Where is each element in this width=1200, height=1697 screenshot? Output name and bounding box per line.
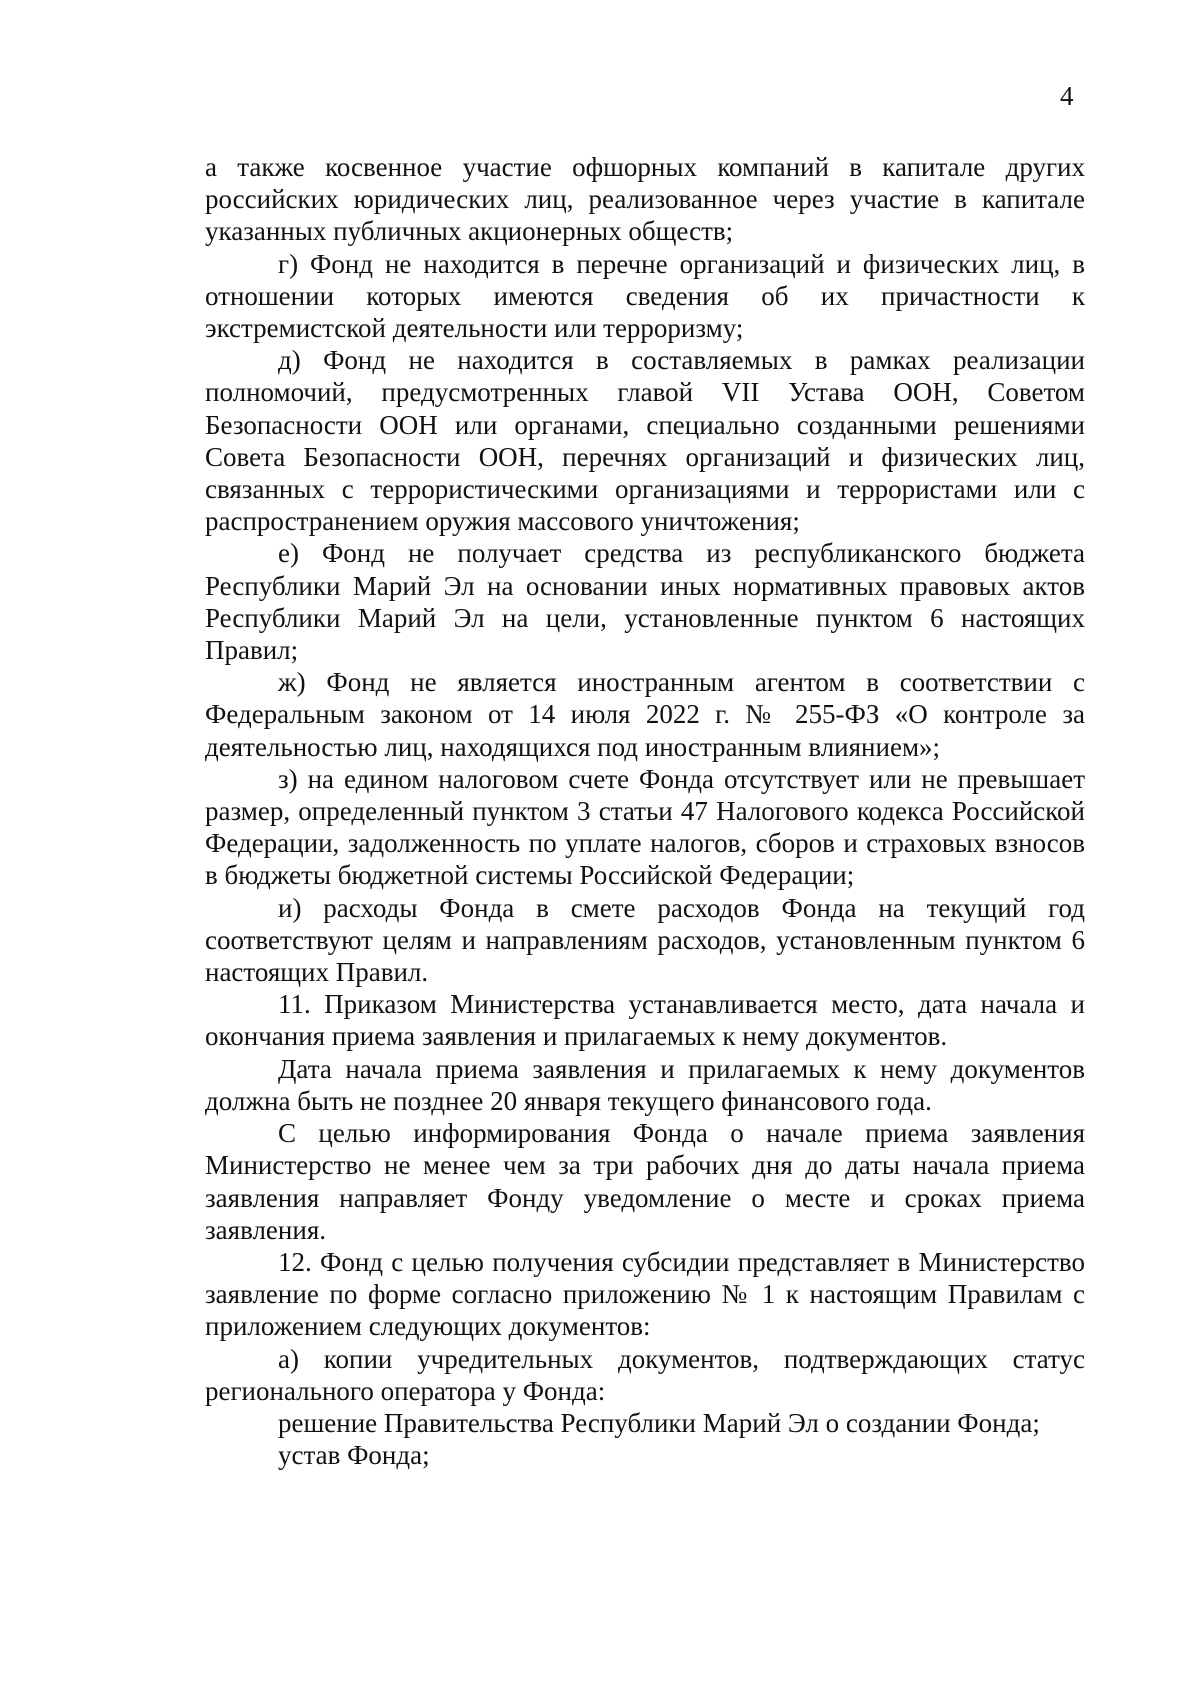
paragraph-government-decision: решение Правительства Республики Марий Эл о создании Фонда; bbox=[278, 1407, 1040, 1438]
paragraph-notification: С целью информирования Фонда о начале приема заявления Министерство не менее чем за три рабочих дня до даты начала приема заявления направляет Фонду уведомление о месте и сроках приема заявления. bbox=[205, 1118, 1085, 1245]
paragraph-item-d: д) Фонд не находится в составляемых в рамках реализации полномочий, предусмотренных главой VII Устава ООН, Советом Безопасности ООН или органами, специально созданными решениями Совета Безопасности ООН, перечнях организаций и физических лиц, связанных с террористическими организациями и террористами или с распространением оружия массового уничтожения; bbox=[205, 345, 1085, 537]
paragraph-start-date: Дата начала приема заявления и прилагаемых к нему документов должна быть не позднее 20 января текущего финансового года. bbox=[205, 1053, 1085, 1116]
paragraph-continuation: а также косвенное участие офшорных компаний в капитале других российских юридических лиц, реализованное через участие в капитале указанных публичных акционерных обществ; bbox=[205, 152, 1085, 247]
paragraph-item-g: г) Фонд не находится в перечне организаций и физических лиц, в отношении которых имеются сведения об их причастности к экстремистской деятельности или терроризму; bbox=[205, 248, 1085, 344]
paragraph-charter: устав Фонда; bbox=[278, 1440, 430, 1471]
paragraph-item-i: и) расходы Фонда в смете расходов Фонда на текущий год соответствуют целям и направлениям расходов, установленным пунктом 6 настоящих Правил. bbox=[205, 892, 1085, 988]
paragraph-item-zh: ж) Фонд не является иностранным агентом в соответствии с Федеральным законом от 14 июля 2022 г. № 255-ФЗ «О контроле за деятельностью лиц, находящихся под иностранным влиянием»; bbox=[205, 667, 1085, 762]
paragraph-clause-12: 12. Фонд с целью получения субсидии представляет в Министерство заявление по форме согласно приложению № 1 к настоящим Правилам с приложением следующих документов: bbox=[205, 1246, 1085, 1342]
paragraph-item-z: з) на едином налоговом счете Фонда отсутствует или не превышает размер, определенный пунктом 3 статьи 47 Налогового кодекса Российской Федерации, задолженность по уплате налогов, сборов и страховых взносов в бюджеты бюджетной системы Российской Федерации; bbox=[205, 763, 1085, 891]
paragraph-item-a: а) копии учредительных документов, подтверждающих статус регионального оператора у Фонда: bbox=[205, 1343, 1085, 1406]
page-number: 4 bbox=[1060, 81, 1074, 111]
paragraph-clause-11: 11. Приказом Министерства устанавливается место, дата начала и окончания приема заявления и прилагаемых к нему документов. bbox=[205, 989, 1085, 1052]
document-body bbox=[205, 151, 1085, 1471]
paragraph-item-e: е) Фонд не получает средства из республиканского бюджета Республики Марий Эл на основании иных нормативных правовых актов Республики Марий Эл на цели, установленные пунктом 6 настоящих Правил; bbox=[205, 538, 1085, 666]
